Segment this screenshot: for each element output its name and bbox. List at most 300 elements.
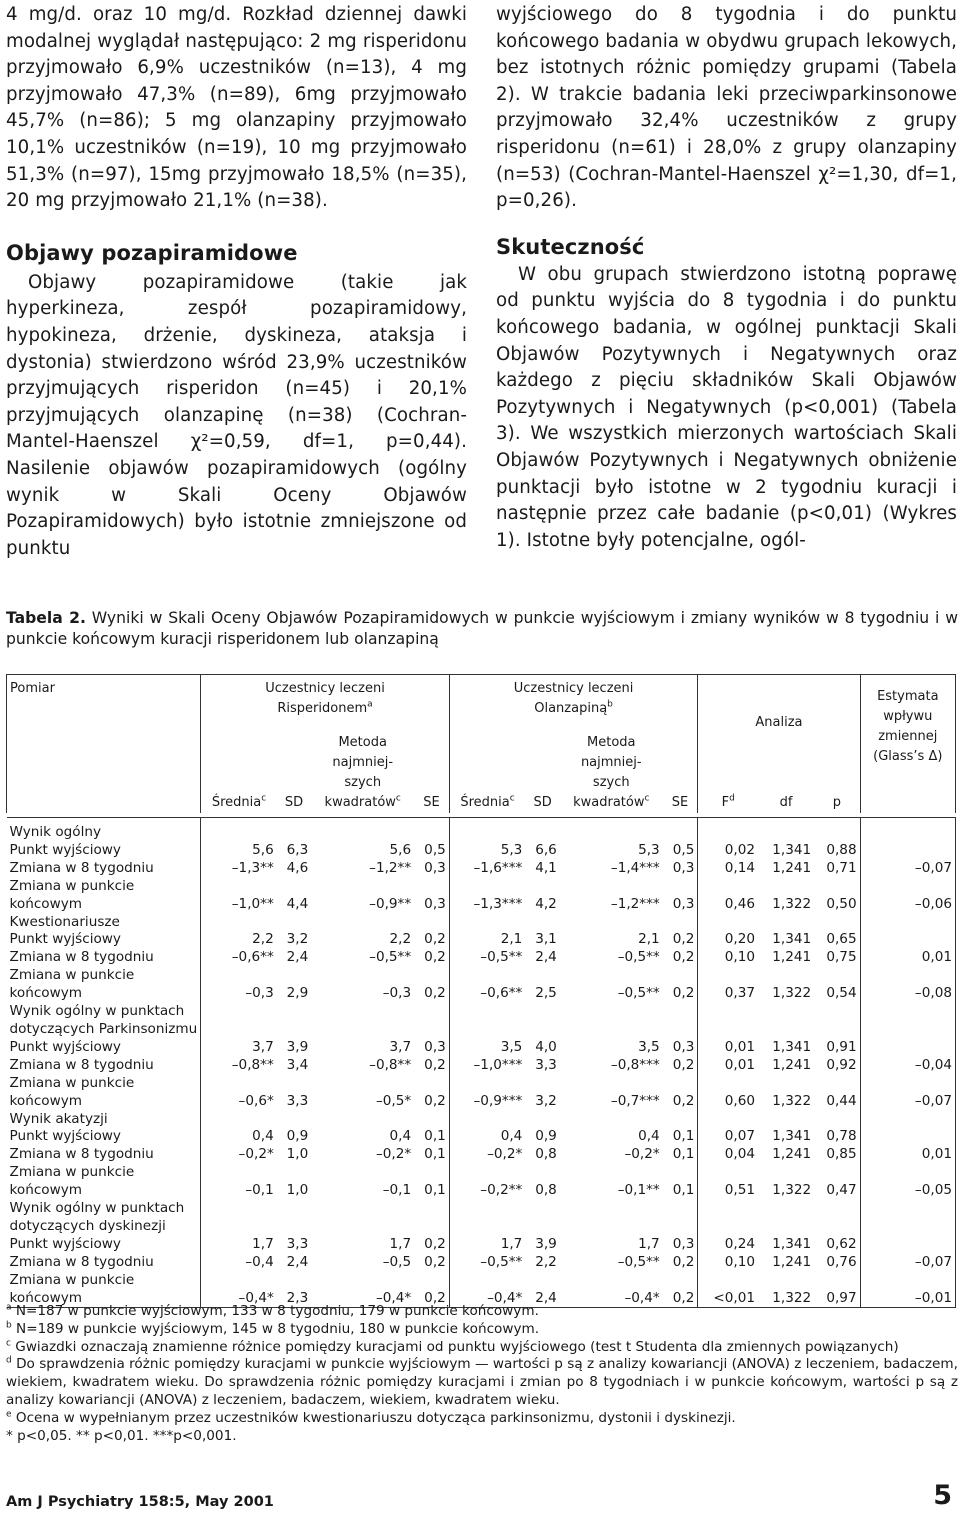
table-cell: 0,2 xyxy=(414,949,449,967)
row-label: Zmiana w 8 tygodniu xyxy=(7,860,201,878)
table-cell xyxy=(449,967,525,985)
table-cell: 1,241 xyxy=(772,1146,812,1163)
table-cell: 0,50 xyxy=(814,896,860,914)
footnote xyxy=(6,1356,958,1409)
table-cell: 1,322 xyxy=(758,1290,814,1308)
table-cell: 1,7 xyxy=(638,1235,660,1252)
header-se-ris: SE xyxy=(414,733,449,813)
table-cell: –0,4 xyxy=(245,1253,274,1270)
table-cell: 0,2 xyxy=(663,1057,698,1075)
table-cell xyxy=(277,1003,312,1021)
table-cell xyxy=(414,967,449,985)
table-cell: 6,6 xyxy=(535,841,557,858)
table-cell xyxy=(201,1111,277,1129)
table-cell: 0,8 xyxy=(535,1146,557,1163)
row-label: końcowym xyxy=(7,1182,201,1200)
table-cell: 0,10 xyxy=(724,949,756,966)
header-f: $F^d$ xyxy=(721,793,735,810)
table-cell xyxy=(277,1164,312,1182)
table-cell: –0,5** xyxy=(369,949,412,966)
table-cell: –0,6* xyxy=(238,1092,274,1109)
table-cell xyxy=(525,1272,560,1290)
table-cell: 0,1 xyxy=(414,1128,449,1146)
table-cell: –0,4* xyxy=(449,1290,525,1308)
table-cell xyxy=(449,1164,525,1182)
table-cell xyxy=(814,1272,860,1290)
table-cell: 0,71 xyxy=(814,860,860,878)
table-cell: 0,97 xyxy=(814,1290,860,1308)
table-cell: 0,4 xyxy=(500,1128,523,1145)
table-cell xyxy=(758,1272,814,1290)
table-cell xyxy=(525,878,560,896)
table-cell: 2,1 xyxy=(638,931,660,948)
table-cell xyxy=(698,1272,758,1290)
table-cell: 4,0 xyxy=(535,1038,557,1055)
table-body xyxy=(7,818,956,1308)
table-cell xyxy=(525,1218,560,1236)
table-cell: 0,2 xyxy=(414,1290,449,1308)
table-cell: 1,241 xyxy=(772,1056,812,1073)
table-row xyxy=(7,1128,956,1146)
table-cell: 0,91 xyxy=(814,1039,860,1057)
table-cell xyxy=(277,1111,312,1129)
table-cell: 3,1 xyxy=(535,931,557,948)
table-row xyxy=(7,1057,956,1075)
table-cell xyxy=(277,1021,312,1039)
table-cell xyxy=(414,1075,449,1093)
table-cell: –0,5** xyxy=(617,949,660,966)
table-cell: 0,2 xyxy=(663,949,698,967)
table-cell xyxy=(758,1218,814,1236)
table-cell: 1,7 xyxy=(500,1235,523,1252)
table-row xyxy=(7,1236,956,1254)
footnote-text: Gwiazdki oznaczają znamienne różnice pomiędzy kuracjami od punktu wyjściowego (test t Studenta dla zmiennych powiązanych) xyxy=(15,1338,899,1355)
table-cell xyxy=(414,1200,449,1218)
table-cell: 0,01 xyxy=(724,1056,756,1073)
table-row xyxy=(7,1200,956,1218)
table-cell: –1,3** xyxy=(231,859,274,876)
table-cell: 0,37 xyxy=(724,985,756,1002)
table-cell: –1,2** xyxy=(369,859,412,876)
row-label: dotyczących Parkinsonizmu xyxy=(7,1021,201,1039)
table-cell xyxy=(414,1111,449,1129)
table-cell: –0,07 xyxy=(860,1254,955,1272)
footnote-marker: a xyxy=(6,1302,12,1313)
table-cell: –0,6** xyxy=(231,949,274,966)
table-cell: 3,9 xyxy=(535,1235,557,1252)
table-row xyxy=(7,1021,956,1039)
table-cell xyxy=(414,1021,449,1039)
table-notes xyxy=(6,1303,958,1445)
table-cell xyxy=(758,1003,814,1021)
table-cell: <0,01 xyxy=(698,1290,758,1308)
body-paragraph: wyjściowego do 8 tygodnia i do punktu końcowego badania w obydwu grupach lekowych, bez istotnych różnic pomiędzy grupami (Tabela 2). W trakcie badania leki przeciwparkinsonowe przyjmowało 32,4% uczestników z grupy risperidonu (n=61) i 28,0% z grupy olanzapiny (n=53) (Cochran-Mantel-Haenszel χ²=1,30, df=1, p=0,26). xyxy=(496,4,957,212)
table-cell: 4,1 xyxy=(535,859,557,876)
row-label: Punkt wyjściowy xyxy=(7,1128,201,1146)
table-cell xyxy=(201,1200,277,1218)
table-cell: 0,02 xyxy=(724,841,756,858)
table-row xyxy=(7,842,956,860)
table-cell xyxy=(560,878,663,896)
journal-footer: Am J Psychiatry 158:5, May 2001 xyxy=(6,1494,274,1510)
table-cell: –1,2*** xyxy=(610,895,660,912)
header-olanzapine-group xyxy=(449,675,698,734)
table-cell xyxy=(560,1003,663,1021)
left-column xyxy=(6,2,467,562)
table-cell xyxy=(663,1021,698,1039)
table-cell xyxy=(525,914,560,932)
footnote xyxy=(6,1428,958,1446)
table-cell: 0,3 xyxy=(663,1236,698,1254)
table-cell: –0,5** xyxy=(480,949,523,966)
row-label: Zmiana w 8 tygodniu xyxy=(7,1146,201,1164)
table-cell: 3,5 xyxy=(638,1038,660,1055)
header-olanzapine-line1: Uczestnicy leczeni xyxy=(513,681,634,696)
table-cell: 1,341 xyxy=(772,1038,812,1055)
table-cell xyxy=(277,1075,312,1093)
row-label: Wynik ogólny w punktach xyxy=(7,1200,201,1218)
table-cell: 0,4 xyxy=(389,1128,412,1145)
table-cell: –0,5** xyxy=(480,1253,523,1270)
header-srednia-ris: Średnia$^c$ xyxy=(211,793,267,810)
table-cell: 0,76 xyxy=(814,1254,860,1272)
table-cell xyxy=(860,1272,955,1290)
table-cell xyxy=(277,967,312,985)
table-cell xyxy=(663,1111,698,1129)
table-cell: 0,65 xyxy=(814,931,860,949)
table-cell xyxy=(758,878,814,896)
table-caption xyxy=(6,608,958,650)
table-cell xyxy=(860,967,955,985)
table-cell xyxy=(414,818,449,842)
table-cell: –1,3*** xyxy=(473,895,523,912)
table-cell: 0,75 xyxy=(814,949,860,967)
table-cell: 0,5 xyxy=(663,842,698,860)
table-cell: 0,2 xyxy=(414,1057,449,1075)
row-label: końcowym xyxy=(7,985,201,1003)
table-cell: 0,3 xyxy=(663,860,698,878)
header-metoda-ris: Metoda najmniej- szych kwadratów$^c$ xyxy=(324,735,401,810)
row-label: końcowym xyxy=(7,1290,201,1308)
table-cell xyxy=(525,1164,560,1182)
table-cell xyxy=(449,1272,525,1290)
table-cell: –0,4* xyxy=(311,1290,414,1308)
table-cell xyxy=(449,1003,525,1021)
footnote-text: Do sprawdzenia różnic pomiędzy kuracjami w punkcie wyjściowym — wartości p są z analizy kowariancji (ANOVA) z leczeniem, badaczem, wiekiem, kwadratem wieku. Do sprawdzenia różnic pomiędzy kuracjami i zmian po 8 tygodniach i w punkcie końcowym, wartości p są z analizy kowariancji (ANOVA) z leczeniem, badaczem, wiekiem, kwadratem wieku. xyxy=(6,1356,958,1408)
row-label: Zmiana w punkcie xyxy=(7,1164,201,1182)
table-cell: 3,3 xyxy=(286,1235,309,1252)
table-row xyxy=(7,949,956,967)
table-cell: 0,04 xyxy=(724,1146,756,1163)
table-cell xyxy=(758,1200,814,1218)
table-cell: –0,5** xyxy=(617,985,660,1002)
footnote-text: * p<0,05. ** p<0,01. ***p<0,001. xyxy=(6,1427,237,1444)
table-cell xyxy=(860,878,955,896)
table-cell: 1,322 xyxy=(772,1182,812,1199)
table-cell: 0,2 xyxy=(663,1093,698,1111)
table-cell: 0,2 xyxy=(414,985,449,1003)
table-cell: 3,2 xyxy=(535,1092,557,1109)
row-label: Wynik ogólny xyxy=(7,818,201,842)
table-row xyxy=(7,818,956,842)
table-cell xyxy=(814,1200,860,1218)
footnote xyxy=(6,1410,958,1428)
table-cell xyxy=(414,1272,449,1290)
table-cell xyxy=(814,1164,860,1182)
table-cell xyxy=(698,967,758,985)
table-cell xyxy=(814,1021,860,1039)
table-cell xyxy=(814,1111,860,1129)
table-cell: 1,341 xyxy=(772,931,812,948)
table-cell: 1,241 xyxy=(772,949,812,966)
table-cell: 0,2 xyxy=(414,931,449,949)
table-cell: 2,4 xyxy=(286,949,309,966)
table-cell: 0,4 xyxy=(252,1128,274,1145)
table-cell: 3,7 xyxy=(252,1038,274,1055)
table-cell: 2,2 xyxy=(535,1253,557,1270)
table-cell xyxy=(201,967,277,985)
table-cell: 0,2 xyxy=(414,1093,449,1111)
table-cell xyxy=(663,1164,698,1182)
table-cell xyxy=(698,1075,758,1093)
table-cell: –0,1 xyxy=(245,1182,274,1199)
table-cell xyxy=(698,1021,758,1039)
row-label: Zmiana w punkcie xyxy=(7,1075,201,1093)
table-cell: 5,3 xyxy=(500,841,523,858)
table-cell: 0,62 xyxy=(814,1236,860,1254)
table-cell xyxy=(449,1218,525,1236)
table-cell xyxy=(758,818,814,842)
table-cell: 0,1 xyxy=(663,1128,698,1146)
table-cell: 2,5 xyxy=(535,985,557,1002)
row-label: Kwestionariusze xyxy=(7,914,201,932)
row-label: Zmiana w punkcie xyxy=(7,1272,201,1290)
table-cell xyxy=(860,842,955,860)
table-cell: 0,01 xyxy=(860,949,955,967)
table-row xyxy=(7,967,956,985)
table-cell: 2,3 xyxy=(277,1290,312,1308)
table-cell: 3,5 xyxy=(500,1038,523,1055)
table-cell: 0,1 xyxy=(663,1182,698,1200)
table-cell: 1,241 xyxy=(772,1253,812,1270)
table-cell: –1,0** xyxy=(231,895,274,912)
table-cell: –1,0*** xyxy=(473,1056,523,1073)
footnote xyxy=(6,1339,958,1357)
table-cell: 2,2 xyxy=(389,931,412,948)
table-cell: 0,4 xyxy=(638,1128,660,1145)
table-cell: 0,2 xyxy=(663,1254,698,1272)
table-cell: 2,4 xyxy=(535,949,557,966)
header-analiza: Analiza xyxy=(698,675,860,734)
table-cell xyxy=(201,1021,277,1039)
table-cell xyxy=(860,914,955,932)
row-label: Wynik akatyzji xyxy=(7,1111,201,1129)
table-cell: 5,6 xyxy=(252,841,274,858)
table-cell: –0,3 xyxy=(382,985,412,1002)
table-cell xyxy=(860,1003,955,1021)
table-cell xyxy=(449,1075,525,1093)
table-cell xyxy=(311,1272,414,1290)
table-cell: 0,2 xyxy=(663,931,698,949)
table-cell xyxy=(860,1236,955,1254)
table-cell: 0,2 xyxy=(663,1290,698,1308)
table-cell: 2,4 xyxy=(525,1290,560,1308)
table-cell xyxy=(663,878,698,896)
table-cell: 0,9 xyxy=(535,1128,557,1145)
row-label: Punkt wyjściowy xyxy=(7,842,201,860)
table-cell: –0,1 xyxy=(382,1182,412,1199)
table-row xyxy=(7,878,956,896)
table-cell xyxy=(698,1111,758,1129)
table-caption-label: Tabela 2. xyxy=(6,609,86,627)
table-row xyxy=(7,860,956,878)
table-cell xyxy=(277,818,312,842)
table-cell xyxy=(311,1111,414,1129)
table-cell: 0,01 xyxy=(860,1146,955,1164)
header-olanzapine-line2: Olanzapiną$^b$ xyxy=(534,699,613,716)
footnote-text: N=187 w punkcie wyjściowym, 133 w 8 tygodniu, 179 w punkcie końcowym. xyxy=(15,1303,539,1319)
table-cell: –0,8** xyxy=(369,1056,412,1073)
table-cell xyxy=(758,1075,814,1093)
table-cell: 4,2 xyxy=(535,895,557,912)
row-label: Punkt wyjściowy xyxy=(7,1236,201,1254)
row-label: Zmiana w 8 tygodniu xyxy=(7,949,201,967)
footnote-marker: b xyxy=(6,1320,12,1331)
header-metoda-ola: Metoda najmniej- szych kwadratów$^c$ xyxy=(573,735,650,810)
table-cell xyxy=(663,1218,698,1236)
table-cell xyxy=(201,1075,277,1093)
table-cell xyxy=(277,1218,312,1236)
footnote xyxy=(6,1321,958,1339)
table-cell xyxy=(414,1003,449,1021)
table-cell: –0,9*** xyxy=(473,1092,523,1109)
header-sd-ola: SD xyxy=(533,795,552,810)
table-cell xyxy=(698,818,758,842)
row-label: dotyczących dyskinezji xyxy=(7,1218,201,1236)
table-cell xyxy=(525,1003,560,1021)
table-cell xyxy=(663,1200,698,1218)
header-srednia-ola: Średnia$^c$ xyxy=(460,793,515,810)
table-cell: 1,341 xyxy=(772,1235,812,1252)
table-cell xyxy=(814,878,860,896)
table-cell xyxy=(525,1200,560,1218)
table-cell xyxy=(525,967,560,985)
table-cell xyxy=(311,818,414,842)
table-cell: 2,4 xyxy=(286,1253,309,1270)
table-cell: –0,7*** xyxy=(610,1092,660,1109)
table-cell: –0,2* xyxy=(487,1146,523,1163)
table-cell xyxy=(758,1164,814,1182)
table-cell: 0,5 xyxy=(414,842,449,860)
table-cell: 3,4 xyxy=(286,1056,309,1073)
table-cell xyxy=(560,1111,663,1129)
table-cell xyxy=(311,1164,414,1182)
table-cell: 5,6 xyxy=(389,841,412,858)
table-cell: 0,2 xyxy=(414,1254,449,1272)
table-cell: 1,0 xyxy=(286,1146,309,1163)
table-caption-text: Wyniki w Skali Oceny Objawów Pozapiramidowych w punkcie wyjściowym i zmiany wyników w 8 tygodniu i w punkcie końcowym kuracji risperidonem lub olanzapiną xyxy=(6,609,958,648)
table-cell xyxy=(277,914,312,932)
table-cell: 1,322 xyxy=(772,985,812,1002)
table-cell: 0,01 xyxy=(724,1038,756,1055)
table-cell xyxy=(663,1075,698,1093)
section-heading: Objawy pozapiramidowe xyxy=(6,240,298,265)
row-label: Zmiana w 8 tygodniu xyxy=(7,1254,201,1272)
footnote xyxy=(6,1303,958,1321)
table-cell xyxy=(449,878,525,896)
table-cell xyxy=(560,1272,663,1290)
table-cell: 0,88 xyxy=(814,842,860,860)
table-cell xyxy=(860,1111,955,1129)
header-p: p xyxy=(814,733,860,813)
table-cell xyxy=(814,818,860,842)
table-cell xyxy=(860,931,955,949)
table-cell: –0,1** xyxy=(617,1182,660,1199)
table-cell: 0,44 xyxy=(814,1093,860,1111)
table-cell xyxy=(860,1218,955,1236)
table-cell xyxy=(525,1075,560,1093)
table-cell xyxy=(860,1039,955,1057)
table-cell xyxy=(201,1164,277,1182)
table-cell: 0,85 xyxy=(814,1146,860,1164)
table-row xyxy=(7,914,956,932)
table-cell xyxy=(449,914,525,932)
table-cell: 3,9 xyxy=(286,1038,309,1055)
table-row xyxy=(7,1254,956,1272)
table-cell xyxy=(758,914,814,932)
row-label: końcowym xyxy=(7,1093,201,1111)
table-cell: 1,0 xyxy=(286,1182,309,1199)
table-header xyxy=(7,675,956,818)
table-cell xyxy=(449,1021,525,1039)
table-cell: 0,3 xyxy=(414,896,449,914)
table-cell: 3,3 xyxy=(286,1092,309,1109)
table-cell xyxy=(560,1200,663,1218)
table-cell: –1,6*** xyxy=(473,859,523,876)
table-cell: –1,4*** xyxy=(610,859,660,876)
table-cell: –0,05 xyxy=(860,1182,955,1200)
body-paragraph: 4 mg/d. oraz 10 mg/d. Rozkład dziennej dawki modalnej wyglądał następująco: 2 mg risperidonu przyjmowało 6,9% uczestników (n=13), 4 mg przyjmowało 47,3% (n=89), 6mg przyjmowało 45,7% (n=86); 5 mg olanzapiny przyjmowało 10,1% uczestników (n=19), 10 mg przyjmowało 51,3% (n=97), 15mg przyjmowało 18,5% (n=35), 20 mg przyjmowało 21,1% (n=38). xyxy=(6,4,467,212)
table-cell xyxy=(201,878,277,896)
right-column xyxy=(496,2,957,554)
table-cell xyxy=(663,967,698,985)
table-cell: 4,6 xyxy=(286,859,309,876)
table-cell xyxy=(449,1200,525,1218)
table-cell xyxy=(201,818,277,842)
table-cell: 1,341 xyxy=(772,841,812,858)
table-cell xyxy=(449,818,525,842)
row-label: Zmiana w 8 tygodniu xyxy=(7,1057,201,1075)
table-cell: 1,241 xyxy=(772,859,812,876)
table-cell: 0,9 xyxy=(286,1128,309,1145)
table-cell xyxy=(449,1111,525,1129)
table-cell: –0,5* xyxy=(375,1092,412,1109)
table-cell xyxy=(560,1164,663,1182)
table-cell xyxy=(311,878,414,896)
table-cell xyxy=(814,967,860,985)
footnote-text: Ocena w wypełnianym przez uczestników kwestionariuszu dotycząca parkinsonizmu, dystonii i dyskinezji. xyxy=(15,1409,736,1426)
table-cell: –0,01 xyxy=(860,1290,955,1308)
table-cell: –0,5 xyxy=(382,1253,412,1270)
table-cell xyxy=(525,818,560,842)
table-cell xyxy=(698,1003,758,1021)
table-cell xyxy=(663,914,698,932)
table-cell: –0,2* xyxy=(375,1146,412,1163)
table-cell: 0,60 xyxy=(724,1092,756,1109)
table-cell xyxy=(414,1218,449,1236)
table-cell: 0,1 xyxy=(414,1182,449,1200)
table-cell xyxy=(311,1003,414,1021)
